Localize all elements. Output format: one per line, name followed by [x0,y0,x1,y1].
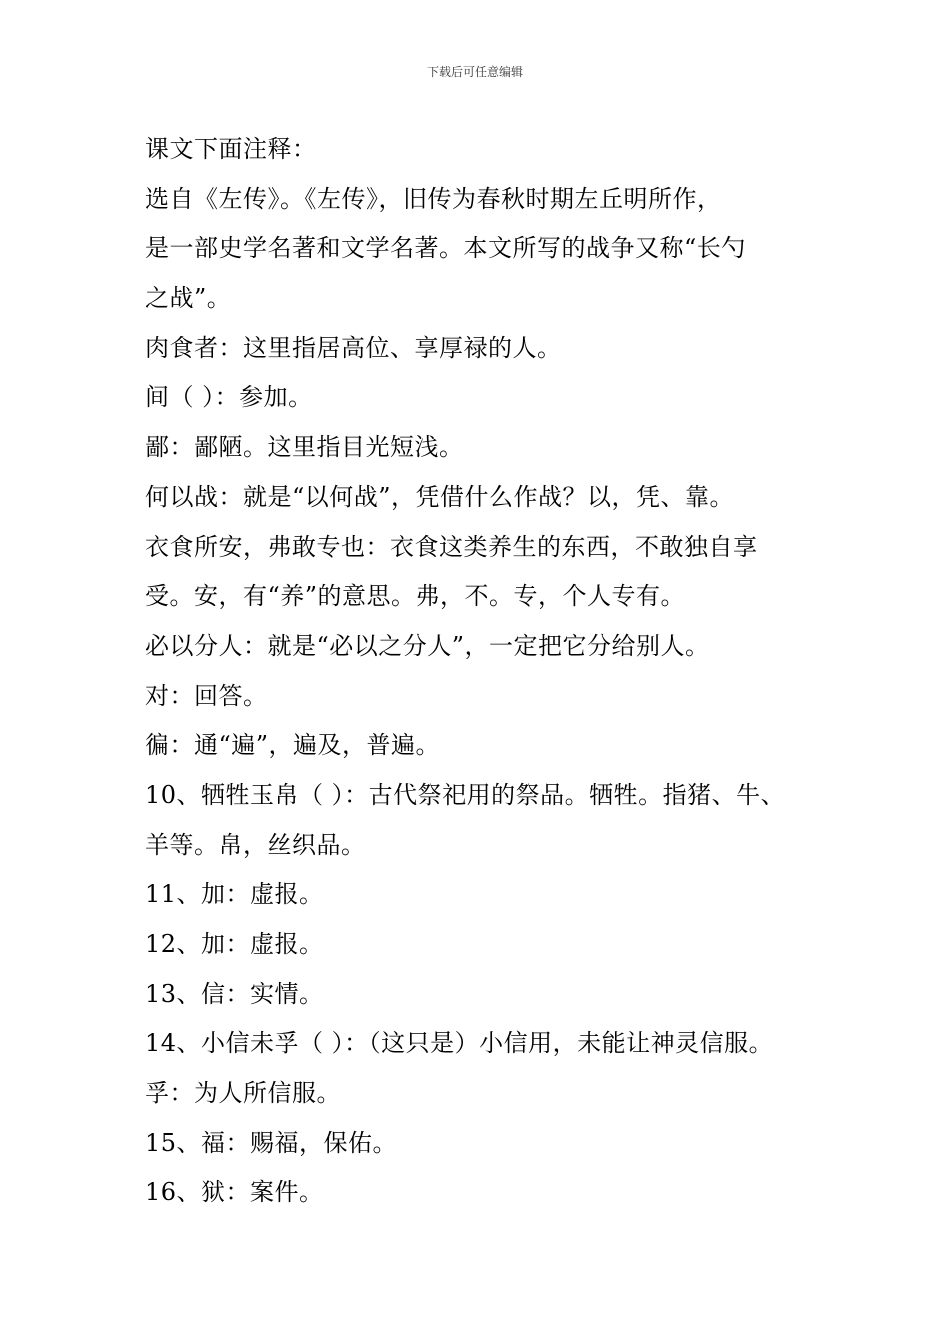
annotation-line: 15、福：赐福，保佑。 [145,1128,398,1157]
annotation-line: 对：回答。 [145,681,268,710]
text-line: 选自《左传》。《左传》，旧传为春秋时期左丘明所作， [145,184,722,213]
annotation-line: 孚：为人所信服。 [145,1079,341,1108]
annotation-line: 衣食所安，弗敢专也：衣食这类养生的东西，不敢独自享 [145,532,758,561]
annotation-line: 12、加：虚报。 [145,930,324,958]
annotation-line: 13、信：实情。 [145,979,324,1008]
text-line: 之战”。 [145,284,232,313]
document-body [145,125,845,1218]
annotation-line: 羊等。帛，丝织品。 [145,830,366,859]
annotation-line: 14、小信未孚（ ）：（这只是）小信用，未能让神灵信服。 [145,1029,774,1058]
annotation-line: 肉食者：这里指居高位、享厚禄的人。 [145,333,562,362]
annotation-line: 受。安，有“养”的意思。弗，不。专，个人专有。 [145,582,686,611]
text-line: 是一部史学名著和文学名著。本文所写的战争又称“长勺 [145,234,746,263]
annotation-line: 间（ ）：参加。 [145,383,313,412]
page-header: 下载后可任意编辑 [426,65,523,79]
annotation-line: 鄙：鄙陋。这里指目光短浅。 [145,433,464,462]
annotation-line: 徧：通“遍”，遍及，普遍。 [145,731,441,760]
annotation-line: 10、牺牲玉帛（ ）：古代祭祀用的祭品。牺牲。指猪、牛、 [145,780,786,809]
annotation-line: 16、狱：案件。 [145,1178,324,1207]
section-heading: 课文下面注释： [145,135,317,163]
annotation-line: 必以分人：就是“必以之分人”，一定把它分给别人。 [145,631,710,660]
annotation-line: 11、加：虚报。 [145,880,324,909]
annotation-line: 何以战：就是“以何战”，凭借什么作战？以，凭、靠。 [145,482,735,511]
